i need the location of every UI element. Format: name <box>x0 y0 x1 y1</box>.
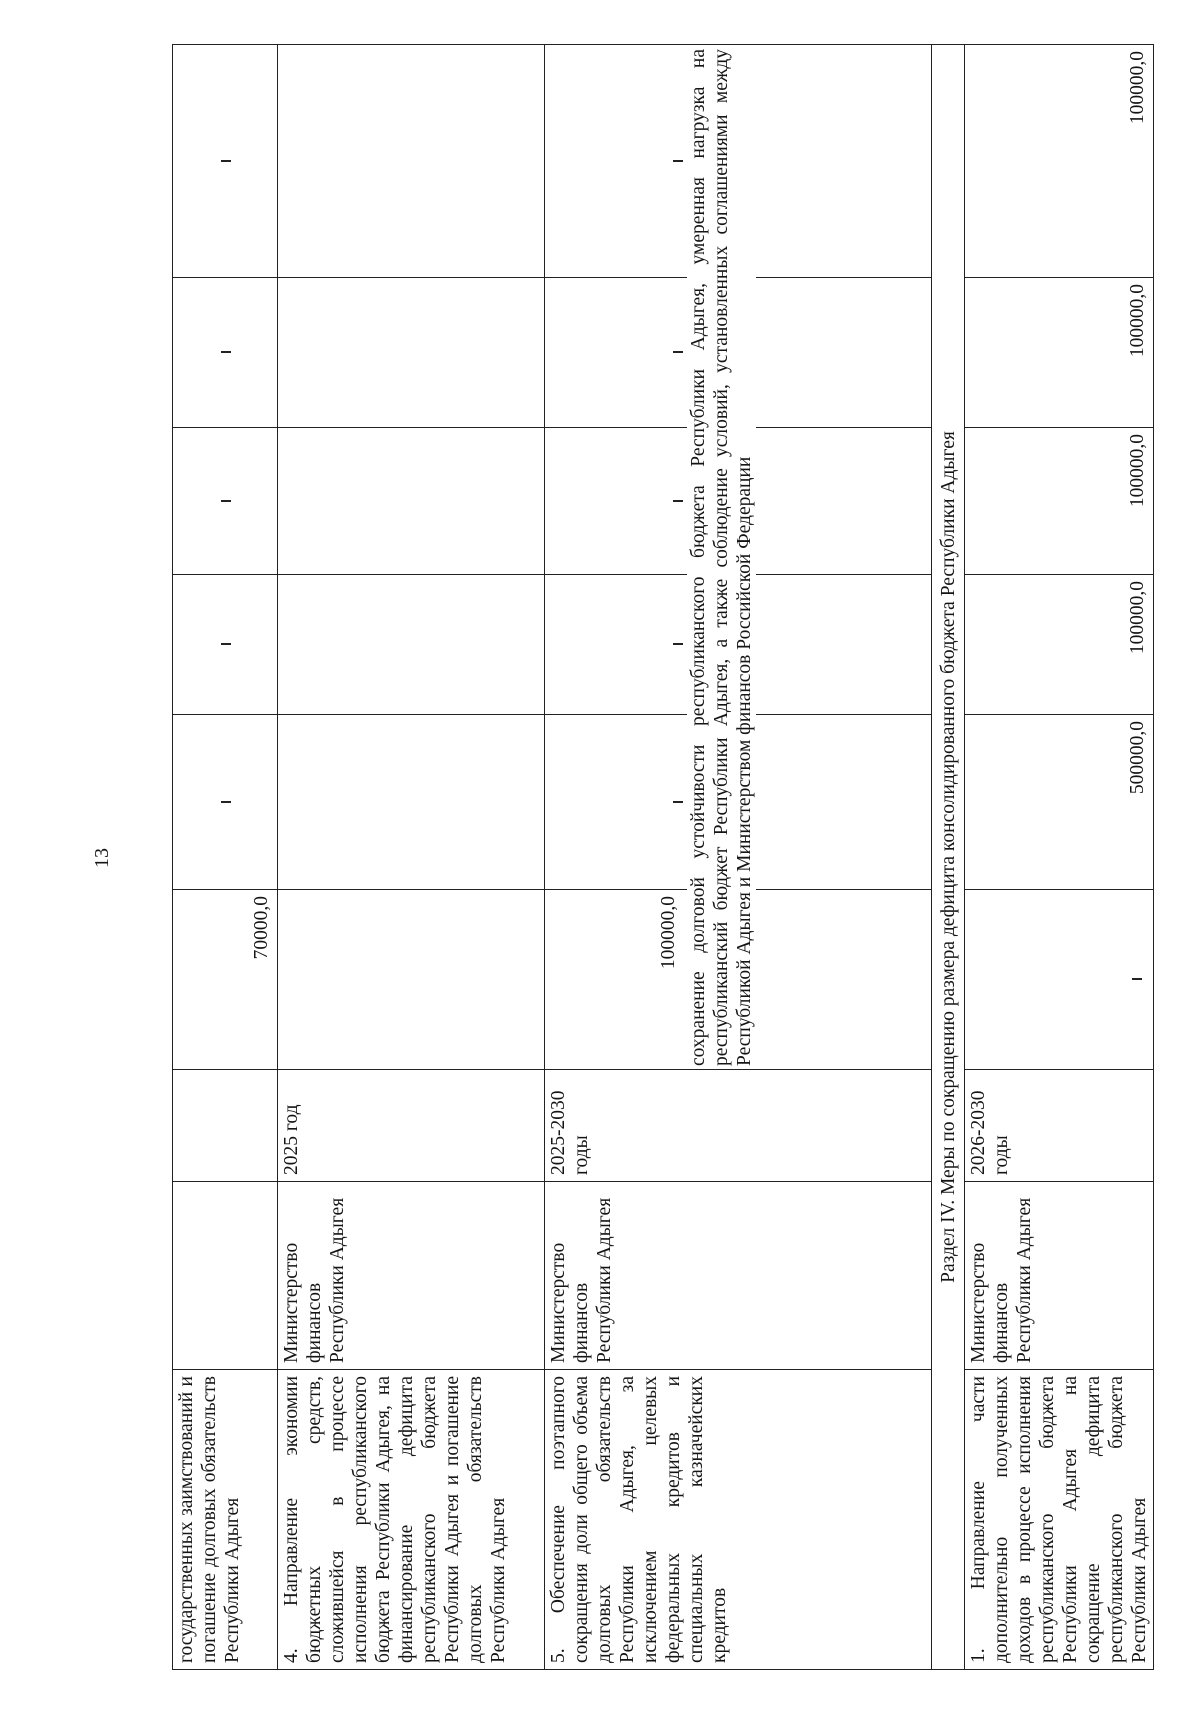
value-cell <box>173 715 278 890</box>
value-cell: 100000,0 <box>965 278 1154 428</box>
value-cell <box>278 715 545 890</box>
result-text: сохранение долговой устойчивости республиканского бюджета Республики Адыгея, умеренная нагрузка на республиканский бюджет Республики Адыгея, а также соблюдение условий, установленных соглашениями между Республикой Адыгея и Министерством финансов Российской Федерации <box>688 49 755 1066</box>
value-cell: 70000,0 <box>173 890 278 1070</box>
section-title: Раздел IV. Меры по сокращению размера дефицита консолидированного бюджета Республики Адыгея <box>932 45 965 1670</box>
measure-cell: 5. Обеспечение поэтапного сокращения доли общего объема долговых обязательств Республики Адыгея, за исключением целевых федеральных кредитов и специальных казначейских кредитов <box>545 1370 932 1670</box>
rotated-page <box>172 45 1172 1670</box>
value-cell <box>173 575 278 715</box>
value-cell: 100000,0 <box>965 428 1154 575</box>
value-cell <box>278 428 545 575</box>
period-cell <box>173 1070 278 1182</box>
period-cell: 2026-2030 годы <box>965 1070 1154 1182</box>
value-cell: 100000,0 <box>965 575 1154 715</box>
executor-cell: Министерство финансов Республики Адыгея <box>278 1182 545 1370</box>
page-number: 13 <box>91 848 113 868</box>
dash-mark <box>221 801 231 803</box>
dash-mark <box>673 352 683 354</box>
value-cell <box>278 45 545 278</box>
dash-mark <box>673 644 683 646</box>
dash-mark <box>673 801 683 803</box>
section-header-row <box>932 45 965 1670</box>
executor-cell <box>173 1182 278 1370</box>
value-cell: 100000,0 <box>545 890 932 1070</box>
value-cell: 100000,0 <box>965 45 1154 278</box>
measure-cell: государственных заимствований и погашение долговых обязательств Республики Адыгея <box>173 1370 278 1670</box>
period-cell: 2025-2030 годы <box>545 1070 932 1182</box>
table-row <box>173 45 278 1670</box>
table-row <box>965 45 1154 1670</box>
value-cell <box>965 890 1154 1070</box>
value-cell <box>173 45 278 278</box>
period-cell: 2025 год <box>278 1070 545 1182</box>
measure-cell: 4. Направление экономии бюджетных средств, сложившейся в процессе исполнения республиканского бюджета Республики Адыгея, на финансирование дефицита республиканского бюджета Республики Адыгея и погашение долговых обязательств Республики Адыгея <box>278 1370 545 1670</box>
dash-mark <box>1132 979 1142 981</box>
value-cell <box>278 890 545 1070</box>
dash-mark <box>221 644 231 646</box>
dash-mark <box>221 160 231 162</box>
dash-mark <box>673 500 683 502</box>
value-cell <box>173 278 278 428</box>
value-cell <box>278 278 545 428</box>
measure-cell: 1. Направление части дополнительно полученных доходов в процессе исполнения республиканского бюджета Республики Адыгея на сокращение дефицита республиканского бюджета Республики Адыгея <box>965 1370 1154 1670</box>
executor-cell: Министерство финансов Республики Адыгея <box>965 1182 1154 1370</box>
value-cell <box>278 575 545 715</box>
executor-cell: Министерство финансов Республики Адыгея <box>545 1182 932 1370</box>
measures-table <box>172 44 1154 1670</box>
table-row <box>278 45 545 1670</box>
dash-mark <box>221 500 231 502</box>
dash-mark <box>221 352 231 354</box>
value-cell: 500000,0 <box>965 715 1154 890</box>
dash-mark <box>673 160 683 162</box>
value-cell <box>173 428 278 575</box>
